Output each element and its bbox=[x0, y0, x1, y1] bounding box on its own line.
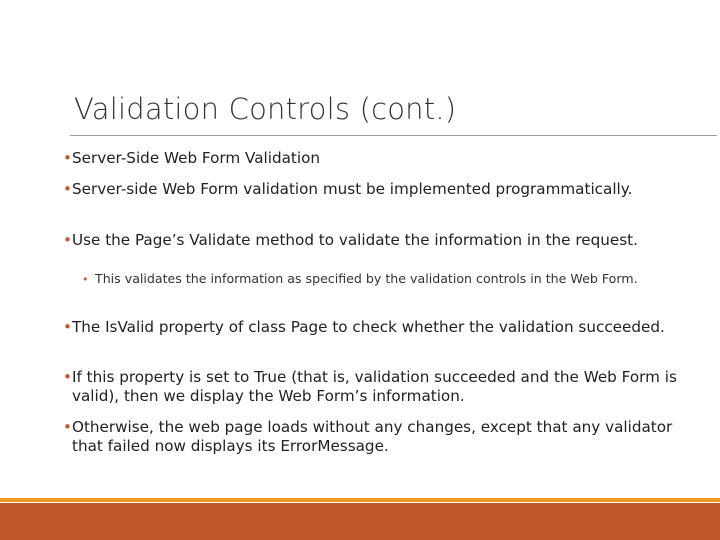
bullet-dot-icon: • bbox=[63, 318, 72, 336]
bullet-text: Use the Page’s Validate method to validate the information in the request. bbox=[72, 231, 638, 249]
bullet-text: Otherwise, the web page loads without any changes, except that any validator that failed now displays its ErrorMessage. bbox=[72, 418, 673, 455]
bullet-text: If this property is set to True (that is, validation succeeded and the Web Form is valid), then we display the Web Form’s information. bbox=[72, 368, 677, 405]
bullet-dot-icon: • bbox=[63, 368, 72, 386]
footer-accent-line bbox=[0, 498, 720, 502]
bullet-dot-icon: • bbox=[63, 180, 72, 198]
bullet-text: Server-side Web Form validation must be implemented programmatically. bbox=[72, 180, 633, 198]
bullet-item bbox=[63, 149, 682, 168]
sub-bullet-dot-icon: • bbox=[82, 273, 89, 286]
bullet-text: The IsValid property of class Page to check whether the validation succeeded. bbox=[72, 318, 665, 336]
footer-bar bbox=[0, 503, 720, 540]
title-divider bbox=[70, 135, 717, 136]
bullet-item bbox=[63, 231, 682, 250]
sub-bullet-item bbox=[82, 270, 665, 288]
sub-bullet-text: This validates the information as specified by the validation controls in the Web Form. bbox=[95, 271, 638, 286]
bullet-dot-icon: • bbox=[63, 418, 72, 436]
bullet-text: Server-Side Web Form Validation bbox=[72, 149, 321, 167]
bullet-item bbox=[63, 180, 682, 199]
bullet-item bbox=[63, 318, 682, 337]
slide-title: Validation Controls (cont.) bbox=[74, 92, 457, 126]
bullet-dot-icon: • bbox=[63, 231, 72, 249]
bullet-item bbox=[63, 418, 682, 456]
bullet-item bbox=[63, 368, 682, 406]
bullet-dot-icon: • bbox=[63, 149, 72, 167]
